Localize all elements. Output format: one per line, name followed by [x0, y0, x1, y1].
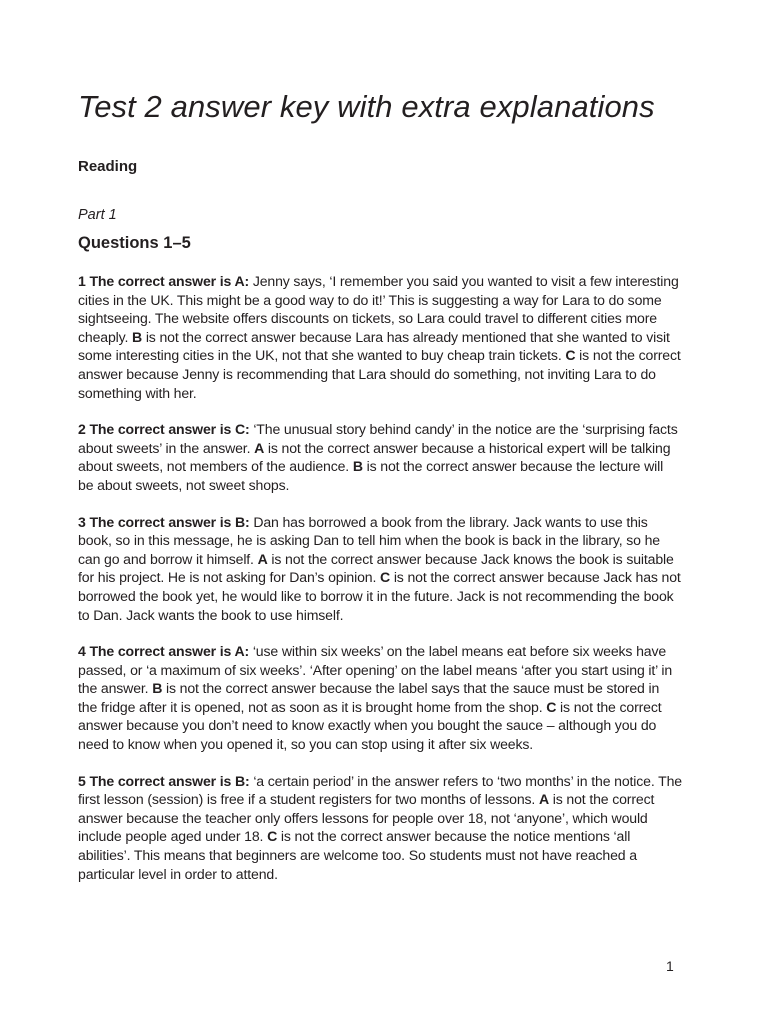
answer-explanation-2: [78, 420, 682, 494]
answer-text: is not the correct answer because the label says that the sauce must be stored in the fridge after it is opened, not as soon as it is brought home from the shop.: [78, 680, 660, 715]
answer-text: ‘use within six weeks’ on the label means eat before six weeks have passed, or ‘a maximum of six weeks’. ‘After opening’ on the label means ‘after you start using it’ in the answer.: [78, 643, 673, 697]
questions-heading: Questions 1–5: [78, 234, 191, 252]
answer-explanation-5: [78, 772, 682, 884]
option-letter: A: [257, 550, 268, 567]
answer-lead: 2 The correct answer is C:: [78, 421, 250, 438]
answer-list: [78, 272, 682, 901]
document-title: Test 2 answer key with extra explanations: [78, 89, 655, 124]
answer-text: is not the correct answer because the teacher only offers lessons for people over 18, not ‘anyone’, which would include people aged under 18.: [78, 791, 655, 845]
answer-text: ‘The unusual story behind candy’ in the notice are the ‘surprising facts about sweets’ in the answer.: [78, 421, 678, 456]
option-letter: C: [267, 828, 278, 845]
answer-text: is not the correct answer because Jack has not borrowed the book yet, he would like to borrow it in the future. Jack is not recommending the book to Dan. Jack wants the book to use himself.: [78, 569, 681, 623]
answer-text: is not the correct answer because Jenny is recommending that Lara should do something, not inviting Lara to do something with her.: [78, 347, 681, 401]
answer-text: is not the correct answer because the lecture will be about sweets, not sweet shops.: [78, 458, 664, 493]
answer-lead: 5 The correct answer is B:: [78, 772, 250, 789]
answer-lead: 3 The correct answer is B:: [78, 513, 250, 530]
option-letter: C: [380, 569, 391, 586]
answer-text: is not the correct answer because Jack knows the book is suitable for his project. He is not asking for Dan’s opinion.: [78, 550, 674, 586]
answer-text: Jenny says, ‘I remember you said you wanted to visit a few interesting cities in the UK. This might be a good way to do it!’ This is suggesting a way for Lara to do some sightseeing. The website offers discounts on tickets, so Lara could travel to different cities more cheaply.: [78, 273, 679, 345]
answer-text: is not the correct answer because a historical expert will be talking about sweets, not members of the audience.: [78, 439, 671, 475]
option-letter: B: [152, 680, 163, 697]
answer-explanation-3: [78, 513, 682, 625]
option-letter: C: [565, 347, 576, 364]
section-heading-reading: Reading: [78, 158, 138, 175]
answer-lead: 1 The correct answer is A:: [78, 273, 250, 289]
answer-text: is not the correct answer because Lara has already mentioned that she wanted to visit some interesting cities in the UK, not that she wanted to buy cheap train tickets.: [78, 328, 670, 364]
answer-text: is not the correct answer because the notice mentions ‘all abilities’. This means that beginners are welcome too. So students must not have reached a particular level in order to attend.: [78, 828, 637, 882]
option-letter: C: [546, 698, 557, 715]
answer-explanation-1: [78, 272, 682, 402]
part-label: Part 1: [78, 207, 117, 223]
page-number: 1: [666, 958, 674, 974]
answer-text: Dan has borrowed a book from the library. Jack wants to use this book, so in this message, he is asking Dan to tell him when the book is back in the library, so he can go and borrow it himself.: [78, 513, 660, 567]
answer-text: is not the correct answer because you don’t need to know exactly when you bought the sauce – although you do need to know when you opened it, so you can stop using it after six weeks.: [78, 698, 662, 753]
option-letter: B: [132, 328, 143, 345]
answer-lead: 4 The correct answer is A:: [78, 643, 250, 660]
answer-text: ‘a certain period’ in the answer refers to ‘two months’ in the notice. The first lesson (session) is free if a student registers for two months of lessons.: [78, 772, 682, 808]
answer-explanation-4: [78, 642, 682, 754]
option-letter: A: [538, 791, 549, 808]
option-letter: A: [254, 439, 265, 456]
option-letter: B: [352, 458, 363, 475]
